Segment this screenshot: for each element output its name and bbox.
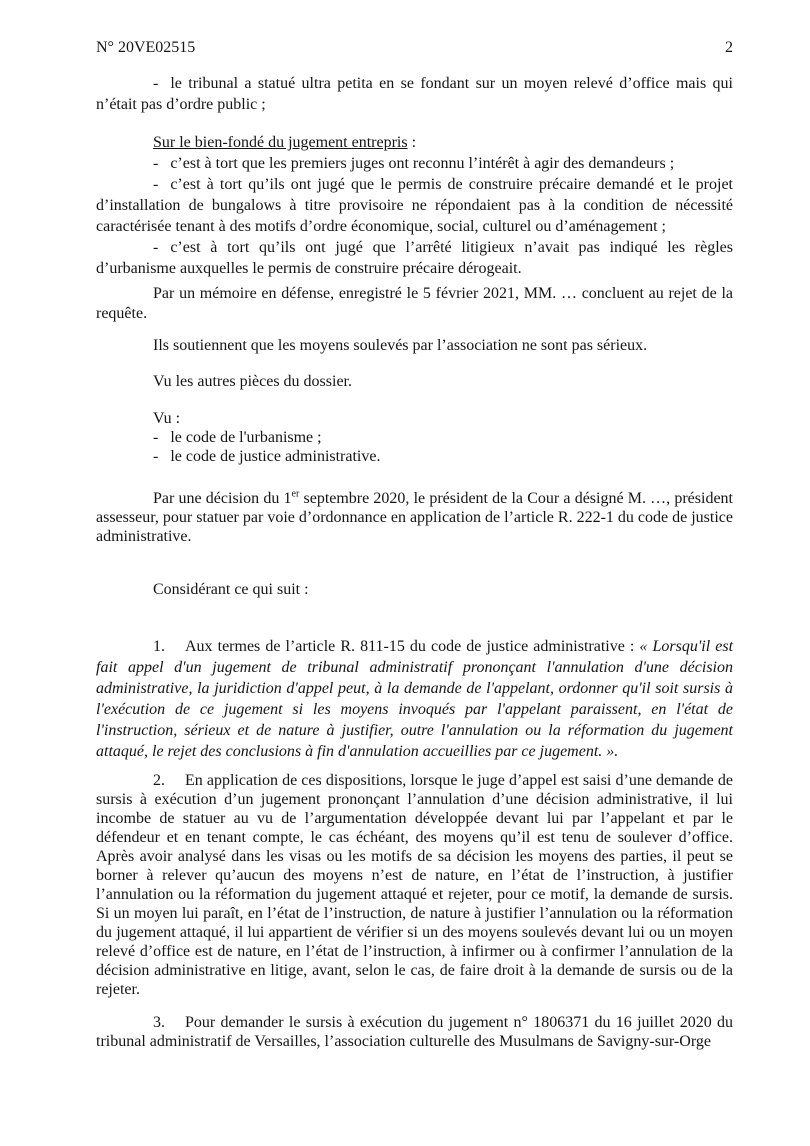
bullet-dash: - — [153, 176, 159, 193]
section-heading-suffix: : — [407, 134, 417, 151]
paragraph-vu-pieces: Vu les autres pièces du dossier. — [153, 373, 352, 390]
case-number: N° 20VE02515 — [96, 39, 196, 56]
visas-label: Vu : — [153, 410, 181, 427]
designation-text-start: Par une décision du 1 — [153, 490, 292, 507]
point-number: 3. — [153, 1014, 165, 1031]
point-quote-italic: « Lorsqu'il est fait appel d'un jugement de tribunal administratif prononçant l'annulation d'une décision administrative, la juridiction d'appel peut, à la demande de l'appelant, ordonner qu'il soit sursis à l'exécution de ce jugement si les moyens invoqués par l'appelant paraissent, en l'état de l'instruction, sérieux et de nature à justifier, outre l'annulation ou la réformation du jugement attaqué, le rejet des conclusions à fin d'annulation accueillies par ce jugement. ». — [96, 638, 734, 760]
point-lead-text: Aux termes de l’article R. 811-15 du code de justice administrative : — [185, 638, 640, 655]
point-text: Pour demander le sursis à exécution du jugement n° 1806371 du 16 juillet 2020 du tribunal administratif de Versailles, l’association culturelle des Musulmans de Savigny-sur-Orge — [96, 1014, 733, 1050]
point-text: En application de ces dispositions, lorsque le juge d’appel est saisi d’une demande de sursis à exécution d’un jugement prononçant l’annulation d’une décision administrative, il lui incombe de statuer au vu de l’argumentation développée devant lui par l’appelant et par le défendeur et en tenant compte, le cas échéant, des moyens qu’il est tenu de soulever d’office. Après avoir analysé dans les visas ou les motifs de sa décision les moyens des parties, il peut se borner à relever qu’aucun des moyens n’est de nature, en l’état de l’instruction, à justifier l’annulation ou la réformation du jugement attaqué et rejeter, pour ce motif, la demande de sursis. Si un moyen lui paraît, en l’état de l’instruction, de nature à justifier l’annulation ou la réformation du jugement attaqué, il lui appartient de vérifier si un des moyens soulevés devant lui ou un moyen relevé d’office est de nature, en l’état de l’instruction, à infirmer ou à confirmer l’annulation de la décision administrative en litige, avant, selon le cas, de faire droit à la demande de sursis ou de la rejeter. — [96, 772, 733, 998]
bullet-interet-agir — [96, 153, 733, 174]
bullet-permis-precaire — [96, 174, 733, 237]
visa-item-urbanisme — [96, 428, 733, 447]
bullet-arrete-litigieux — [96, 237, 733, 279]
paragraph-soutiennent: Ils soutiennent que les moyens soulevés par l’association ne sont pas sérieux. — [153, 337, 648, 354]
bullet-dash: - — [153, 75, 159, 92]
point-number: 2. — [153, 772, 165, 789]
ordinal-superscript: er — [291, 488, 300, 500]
bullet-text: c’est à tort que les premiers juges ont reconnu l’intérêt à agir des demandeurs ; — [170, 155, 675, 172]
point-3 — [96, 1013, 733, 1051]
visa-text: le code de l'urbanisme ; — [170, 429, 322, 446]
section-heading-underlined: Sur le bien-fondé du jugement entrepris — [153, 134, 408, 151]
bullet-dash: - — [153, 429, 159, 446]
considerant-heading: Considérant ce qui suit : — [153, 581, 309, 598]
bullet-dash: - — [153, 155, 159, 172]
visa-text: le code de justice administrative. — [170, 448, 381, 465]
bullet-dash: - — [153, 239, 159, 256]
bullet-ultra-petita — [96, 73, 733, 115]
designation-text-end: septembre 2020, le président de la Cour a désigné M. …, président assesseur, pour statuer par voie d’ordonnance en application de l’article R. 222-1 du code de justice administrative. — [96, 490, 734, 545]
paragraph-memoire-defense: Par un mémoire en défense, enregistré le 5 février 2021, MM. … concluent au rejet de la requête. — [96, 285, 733, 322]
point-1 — [96, 636, 733, 762]
paragraph-designation — [96, 489, 733, 546]
point-2 — [96, 771, 733, 999]
point-number: 1. — [153, 638, 165, 655]
section-heading-bien-fonde — [96, 132, 733, 153]
bullet-text: le tribunal a statué ultra petita en se fondant sur un moyen relevé d’office mais qui n’était pas d’ordre public ; — [96, 75, 733, 113]
visa-item-justice-administrative — [96, 447, 733, 466]
bullet-text: c’est à tort qu’ils ont jugé que le permis de construire précaire demandé et le projet d’installation de bungalows à titre provisoire ne répondaient pas à la condition de nécessité caractérisée tenant à des motifs d’ordre économique, social, culturel ou d’aménagement ; — [96, 176, 733, 235]
page-header — [96, 38, 733, 58]
bullet-dash: - — [153, 448, 159, 465]
page-number: 2 — [725, 39, 733, 56]
bullet-text: c’est à tort qu’ils ont jugé que l’arrêté litigieux n’avait pas indiqué les règles d’urbanisme auxquelles le permis de construire précaire dérogeait. — [96, 239, 733, 277]
